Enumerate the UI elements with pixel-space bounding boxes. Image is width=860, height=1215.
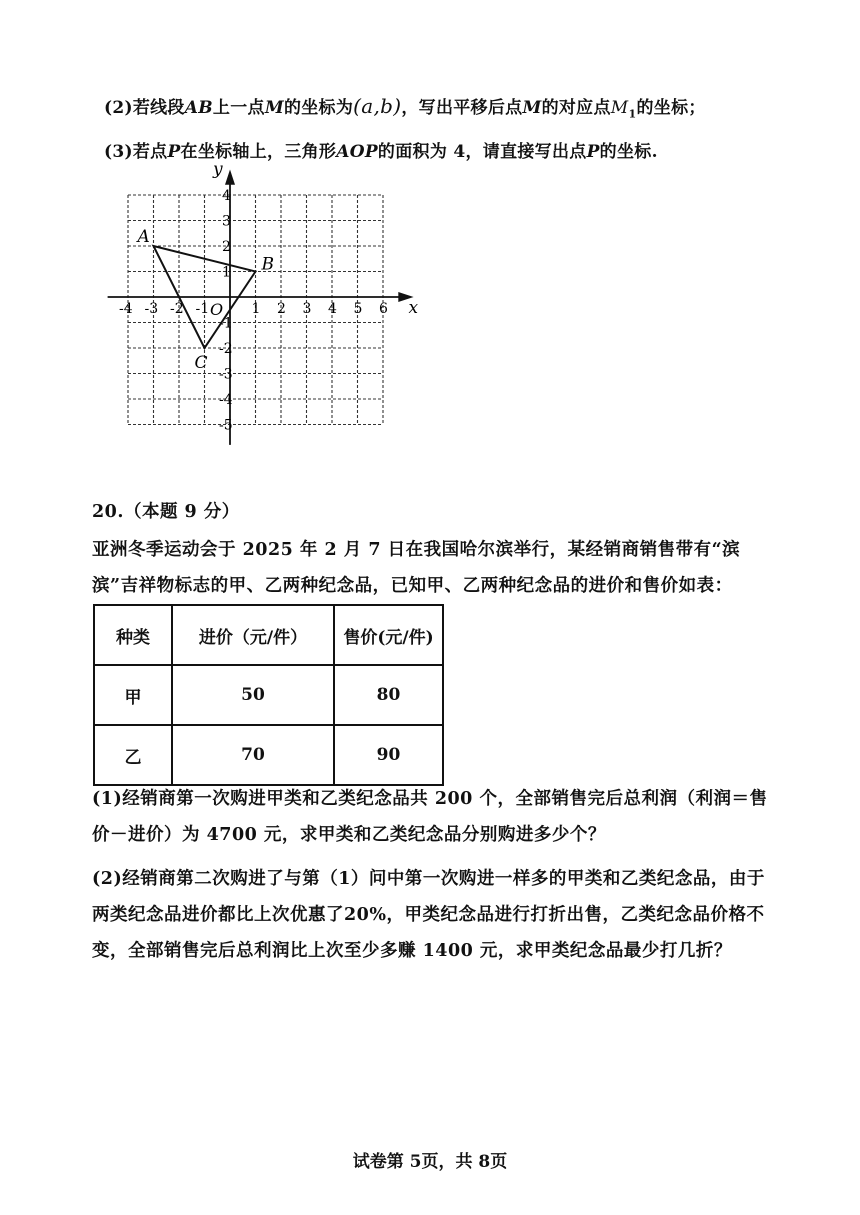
q3-triangle-aop: AOP [336, 142, 378, 162]
q3-point-p: P [167, 142, 181, 162]
q2-text-d: ，写出平移后点 [401, 98, 523, 118]
table-cell: 70 [172, 725, 334, 785]
q2-label: (2) [104, 98, 133, 118]
q2-text-b: 上一点 [212, 98, 265, 118]
page-footer: 试卷第 5页，共 8页 [352, 1152, 508, 1172]
x-tick-label: 4 [328, 301, 337, 317]
q3-text-c: 的面积为 4，请直接写出点 [377, 142, 587, 162]
q2-text-c: 的坐标为 [283, 98, 354, 118]
y-tick-label: 4 [222, 188, 231, 204]
vertex-label: B [261, 254, 274, 275]
y-tick-label: -5 [219, 417, 233, 434]
table-cell: 80 [334, 665, 443, 725]
table-row [94, 665, 443, 725]
table-row [94, 725, 443, 785]
q3-point-p-2: P [586, 142, 600, 162]
coordinate-graph [100, 160, 430, 450]
table-cell: 50 [172, 665, 334, 725]
table-cell: 甲 [94, 665, 172, 725]
x-tick-label: 5 [353, 301, 363, 317]
q2-text-a: 若线段 [132, 98, 185, 118]
q2-point-m-2: M [522, 98, 542, 118]
table-header-row [94, 605, 443, 665]
q2-point-m1: M [610, 98, 629, 118]
y-tick-label: -3 [219, 366, 233, 383]
q20-part-2: (2)经销商第二次购进了与第（1）问中第一次购进一样多的甲类和乙类纪念品，由于两类纪念品进价都比上次优惠了20%，甲类纪念品进行打折出售，乙类纪念品价格不变，全部销售完后总利润比上次至少多赚 1400 元，求甲类纪念品最少打几折？ [92, 869, 765, 961]
table-header-cell: 售价(元/件) [334, 605, 443, 665]
y-tick-label: -2 [219, 341, 233, 357]
y-tick-label: 3 [222, 213, 231, 230]
table-header-cell: 进价（元/件） [172, 605, 334, 665]
q3-text-a: 若点 [132, 142, 168, 162]
table-cell: 90 [334, 725, 443, 785]
q2-text-f: 的坐标； [636, 98, 706, 118]
x-tick-label: -4 [119, 301, 133, 317]
q2-point-m: M [264, 98, 284, 118]
y-tick-label: 1 [222, 264, 231, 281]
vertex-label: A [137, 227, 150, 247]
q20-heading: 20.（本题 9 分） [92, 502, 240, 522]
x-tick-label: 3 [302, 301, 312, 317]
q3-text-d: 的坐标. [599, 142, 658, 162]
x-tick-label: -1 [195, 301, 210, 317]
x-axis-label: x [408, 298, 419, 318]
y-tick-label: -4 [219, 392, 233, 408]
x-tick-label: 2 [277, 301, 286, 317]
q20-intro: 亚洲冬季运动会于 2025 年 2 月 7 日在我国哈尔滨举行，某经销商销售带有“滨滨”吉祥物标志的甲、乙两种纪念品，已知甲、乙两种纪念品的进价和售价如表： [92, 540, 741, 596]
x-tick-label: -3 [144, 301, 159, 317]
q20-part-1: (1)经销商第一次购进甲类和乙类纪念品共 200 个，全部销售完后总利润（利润＝售价－进价）为 4700 元，求甲类和乙类纪念品分别购进多少个？ [92, 789, 768, 845]
question-3 [104, 137, 658, 162]
question-2 [104, 93, 706, 120]
y-tick-label: -1 [219, 315, 233, 332]
q3-text-b: 在坐标轴上，三角形 [180, 142, 337, 162]
x-tick-label: 6 [379, 301, 388, 317]
origin-label: O [210, 300, 224, 319]
q3-label: (3) [104, 142, 133, 162]
table-cell: 乙 [94, 725, 172, 785]
price-table [93, 604, 444, 786]
q2-coordinate: (a,b) [353, 94, 402, 118]
q2-text-e: 的对应点 [541, 98, 611, 118]
y-axis-label: y [213, 160, 223, 180]
table-header-cell: 种类 [94, 605, 172, 665]
y-axis-arrow [225, 170, 235, 185]
x-tick-label: -2 [170, 301, 184, 317]
vertex-label: C [194, 353, 208, 373]
x-tick-label: 1 [251, 301, 261, 317]
y-tick-label: 2 [222, 239, 231, 255]
q2-point-m1-subscript: 1 [628, 107, 637, 121]
q2-segment: AB [184, 98, 213, 118]
